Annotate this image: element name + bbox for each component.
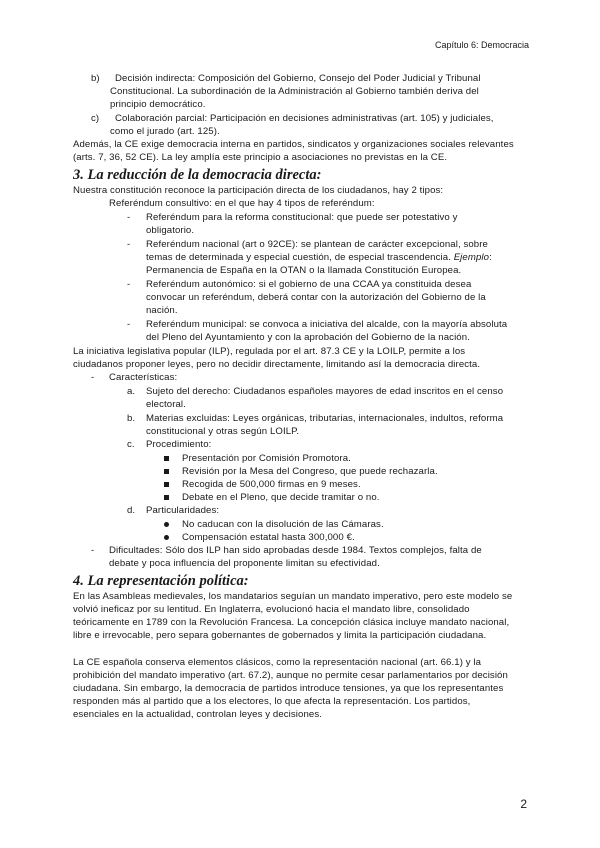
- list-marker-a: a.: [127, 386, 136, 397]
- materias-line-1: Materias excluidas: Leyes orgánicas, tributarias, internacionales, indultos, reforma: [146, 413, 504, 424]
- square-bullet-icon: [164, 482, 169, 487]
- ref-municipal-line-1: Referéndum municipal: se convoca a iniciativa del alcalde, con la mayoría absoluta: [146, 319, 508, 330]
- ref-nacional-line-3: Permanencia de España en la OTAN o la llamada Constitución Europea.: [146, 265, 462, 276]
- particularidades-label: Particularidades:: [146, 505, 220, 516]
- sujeto-line-2: electoral.: [146, 399, 186, 410]
- ref-nacional-line-2-text: temas de determinada y especial cuestión, de especial trascendencia.: [146, 252, 451, 263]
- square-bullet-icon: [164, 469, 169, 474]
- square-bullet-icon: [164, 456, 169, 461]
- example-label: Ejemplo: [453, 252, 490, 263]
- example-colon: :: [489, 252, 492, 263]
- ref-autonomico-line-1: Referéndum autonómico: si el gobierno de una CCAA ya constituida desea: [146, 279, 472, 290]
- item-b-line-3: principio democrático.: [110, 99, 206, 110]
- democracia-interna-line-2: (arts. 7, 36, 52 CE). La ley amplía este principio a asociaciones no previstas en la CE.: [73, 152, 448, 163]
- representacion-p2-line-2: prohibición del mandato imperativo (art. 67.2), aunque no permite cesar parlamentarios por decisión: [73, 670, 508, 681]
- sujeto-line-1: Sujeto del derecho: Ciudadanos españoles mayores de edad inscritos en el censo: [146, 386, 504, 397]
- list-marker-c: c.: [127, 439, 135, 450]
- list-marker-b: b): [91, 73, 100, 84]
- dash-marker: -: [127, 212, 131, 223]
- ref-nacional-line-2: [146, 251, 492, 264]
- dot-bullet-icon: [164, 522, 169, 527]
- section-3-intro: Nuestra constitución reconoce la participación directa de los ciudadanos, hay 2 tipos:: [73, 185, 444, 196]
- ref-reforma-line-2: obligatorio.: [146, 225, 195, 236]
- ref-municipal-line-2: del Pleno del Ayuntamiento y con la aprobación del Gobierno de la nación.: [146, 332, 470, 343]
- representacion-p1-line-3: teóricamente en 1789 con la Revolución Francesa. La concepción clásica incluye mandato nacional,: [73, 617, 510, 628]
- section-4-heading: 4. La representación política:: [73, 573, 249, 589]
- dificultades-line-1: Dificultades: Sólo dos ILP han sido aprobadas desde 1984. Textos complejos, falta de: [109, 545, 482, 556]
- representacion-p1-line-1: En las Asambleas medievales, los mandatarios seguían un mandato imperativo, pero este modelo se: [73, 591, 513, 602]
- representacion-p2-line-5: esenciales en la actualidad, controlan leyes y decisiones.: [73, 709, 322, 720]
- particularidad-2: Compensación estatal hasta 300,000 €.: [182, 532, 355, 543]
- dot-bullet-icon: [164, 535, 169, 540]
- representacion-p2-line-3: ciudadana. Sin embargo, la democracia de partidos introduce tensiones, ya que los representantes: [73, 683, 504, 694]
- democracia-interna-line-1: Además, la CE exige democracia interna en partidos, sindicatos y organizaciones sociales relevantes: [73, 139, 514, 150]
- running-header: Capítulo 6: Democracia: [434, 40, 529, 50]
- particularidad-1: No caducan con la disolución de las Cámaras.: [182, 519, 384, 530]
- dash-marker: -: [91, 545, 95, 556]
- caracteristicas-label: Características:: [109, 372, 178, 383]
- dash-marker: -: [127, 319, 131, 330]
- page-number: 2: [520, 797, 527, 811]
- ref-autonomico-line-2: convocar un referéndum, deberá contar con la autorización del Gobierno de la: [146, 292, 486, 303]
- item-b-line-1: Decisión indirecta: Composición del Gobierno, Consejo del Poder Judicial y Tribunal: [115, 73, 481, 84]
- referendum-consultivo-intro: Referéndum consultivo: en el que hay 4 tipos de referéndum:: [109, 198, 375, 209]
- item-c-line-2: como el jurado (art. 125).: [110, 126, 220, 137]
- ref-nacional-line-1: Referéndum nacional (art o 92CE): se plantean de carácter excepcional, sobre: [146, 239, 488, 250]
- section-3-heading: 3. La reducción de la democracia directa:: [73, 167, 322, 183]
- item-c-line-1: Colaboración parcial: Participación en decisiones administrativas (art. 105) y judiciales,: [115, 113, 494, 124]
- procedimiento-label: Procedimiento:: [146, 439, 212, 450]
- list-marker-d: d.: [127, 505, 136, 516]
- proc-step-2: Revisión por la Mesa del Congreso, que puede rechazarla.: [182, 466, 438, 477]
- representacion-p2-line-1: La CE española conserva elementos clásicos, como la representación nacional (art. 66.1) y la: [73, 657, 482, 668]
- dash-marker: -: [91, 372, 95, 383]
- list-marker-c: c): [91, 113, 100, 124]
- proc-step-4: Debate en el Pleno, que decide tramitar o no.: [182, 492, 380, 503]
- ilp-intro-line-1: La iniciativa legislativa popular (ILP), regulada por el art. 87.3 CE y la LOILP, permite a los: [73, 346, 466, 357]
- dash-marker: -: [127, 279, 131, 290]
- representacion-p2-line-4: responden más al partido que a los electores, lo que afecta la representación. Los partidos,: [73, 696, 471, 707]
- materias-line-2: constitucional y otras según LOILP.: [146, 426, 300, 437]
- ref-autonomico-line-3: nación.: [146, 305, 178, 316]
- representacion-p1-line-4: libre e irrevocable, pero separa gobernantes de gobernados y limita la participación ciudadana.: [73, 630, 487, 641]
- item-b-line-2: Constitucional. La subordinación de la Administración al Gobierno también deriva del: [110, 86, 479, 97]
- list-marker-b: b.: [127, 413, 136, 424]
- representacion-p1-line-2: volvió ineficaz por su lentitud. En Inglaterra, evolucionó hacia el mandato libre, consolidado: [73, 604, 470, 615]
- dash-marker: -: [127, 239, 131, 250]
- proc-step-3: Recogida de 500,000 firmas en 9 meses.: [182, 479, 361, 490]
- square-bullet-icon: [164, 495, 169, 500]
- proc-step-1: Presentación por Comisión Promotora.: [182, 453, 351, 464]
- ref-reforma-line-1: Referéndum para la reforma constitucional: que puede ser potestativo y: [146, 212, 458, 223]
- dificultades-line-2: debate y poca influencia del proponente limitan su efectividad.: [109, 558, 380, 569]
- ilp-intro-line-2: ciudadanos proponer leyes, pero no decidir directamente, limitando así la democracia directa.: [73, 359, 481, 370]
